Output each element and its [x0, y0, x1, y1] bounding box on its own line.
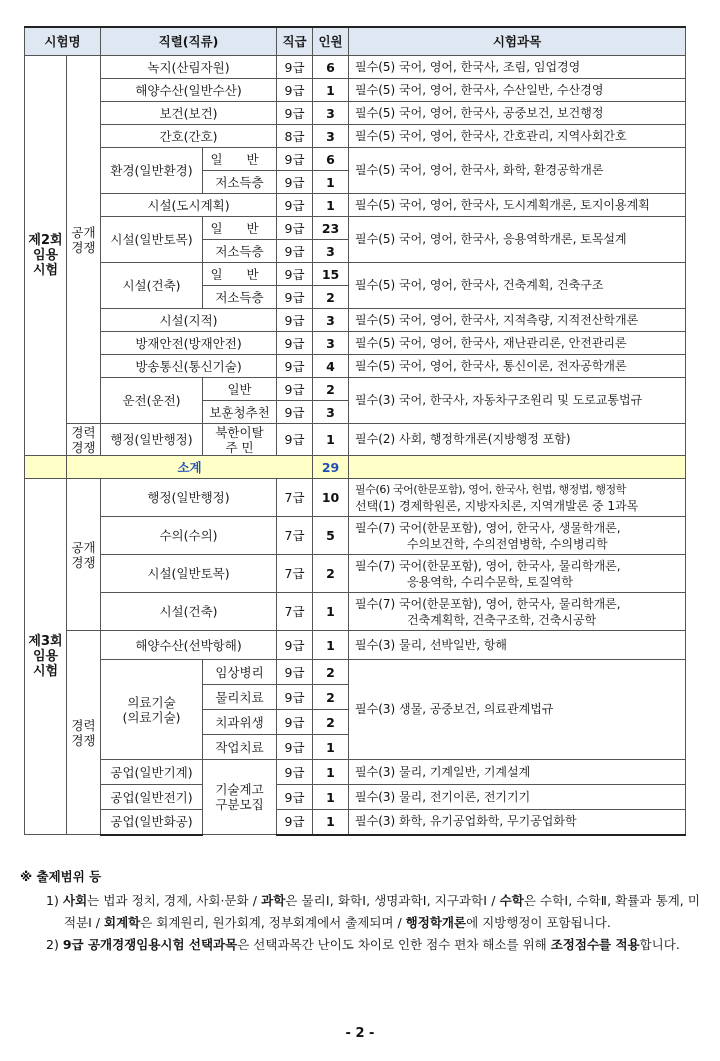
subjects-cell: 필수(5) 국어, 영어, 한국사, 도시계획개론, 토지이용계획: [349, 194, 686, 217]
count-cell: 1: [313, 735, 349, 760]
table-row: [25, 785, 686, 810]
exam2-name-line: 시험: [32, 263, 59, 278]
grade-cell: 9급: [277, 217, 313, 240]
subjects-line: 건축계획학, 건축구조학, 건축시공학: [407, 612, 597, 627]
subjects-cell: 필수(5) 국어, 영어, 한국사, 응용역학개론, 토목설계: [349, 217, 686, 263]
grade-cell: 9급: [277, 79, 313, 102]
job-cell: 시설(일반토목): [101, 217, 203, 263]
subjects-cell: 필수(5) 국어, 영어, 한국사, 재난관리론, 안전관리론: [349, 332, 686, 355]
job-cell: 환경(일반환경): [101, 148, 203, 194]
job-cell: 시설(지적): [101, 309, 277, 332]
count-cell: 1: [313, 424, 349, 456]
job-cell: [101, 660, 203, 760]
subjects-cell: 필수(3) 물리, 전기이론, 전기기기: [349, 785, 686, 810]
sub-category-cell: [203, 424, 277, 456]
sub-category-line: 북한이탈: [215, 424, 264, 440]
sub-category-line: 구분모집: [215, 797, 264, 812]
grade-cell: 7급: [277, 593, 313, 631]
job-cell: 시설(도시계획): [101, 194, 277, 217]
subjects-cell: 필수(5) 국어, 영어, 한국사, 공중보건, 보건행정: [349, 102, 686, 125]
table-row: [25, 631, 686, 660]
note-keyword: 회계학: [104, 915, 141, 930]
sub-category-line: 기술계고: [215, 782, 264, 797]
table-row: [25, 593, 686, 631]
subjects-cell: [349, 479, 686, 517]
table-row: [25, 148, 686, 171]
sub-category-cell: 저소득층: [203, 240, 277, 263]
note-text: 는 법과 정치, 경제, 사회·문화 /: [87, 893, 262, 908]
note-keyword: 조정점수를 적용: [550, 937, 640, 952]
exam2-career-category: [67, 424, 101, 456]
notes-heading: ※ 출제범위 등: [20, 869, 102, 884]
grade-cell: 9급: [277, 685, 313, 710]
job-cell: 시설(건축): [101, 593, 277, 631]
count-cell: 15: [313, 263, 349, 286]
count-cell: 10: [313, 479, 349, 517]
sub-category-cell: 일 반: [203, 263, 277, 286]
grade-cell: 8급: [277, 125, 313, 148]
grade-cell: 9급: [277, 735, 313, 760]
grade-cell: 9급: [277, 286, 313, 309]
subjects-cell: 필수(5) 국어, 영어, 한국사, 통신이론, 전자공학개론: [349, 355, 686, 378]
job-cell: 행정(일반행정): [101, 479, 277, 517]
job-cell: 간호(간호): [101, 125, 277, 148]
category-line: 경쟁: [71, 732, 96, 748]
count-cell: 2: [313, 685, 349, 710]
count-cell: 1: [313, 194, 349, 217]
subjects-cell: [349, 593, 686, 631]
sub-category-cell: 물리치료: [203, 685, 277, 710]
grade-cell: 7급: [277, 517, 313, 555]
category-line: 경쟁: [71, 439, 96, 455]
table-row: [25, 555, 686, 593]
subjects-line: 필수(7) 국어(한문포함), 영어, 한국사, 물리학개론,: [355, 558, 621, 573]
grade-cell: 9급: [277, 102, 313, 125]
count-cell: 4: [313, 355, 349, 378]
job-cell: 녹지(산림자원): [101, 56, 277, 79]
count-cell: 2: [313, 378, 349, 401]
count-cell: 1: [313, 79, 349, 102]
subjects-line: 필수(6) 국어(한문포함), 영어, 한국사, 헌법, 행정법, 행정학: [355, 482, 627, 496]
count-cell: 3: [313, 401, 349, 424]
grade-cell: 7급: [277, 555, 313, 593]
job-cell: 해양수산(선박항해): [101, 631, 277, 660]
note-number: 2): [46, 937, 59, 952]
note-text: 은 물리Ⅰ, 화학Ⅰ, 생명과학Ⅰ, 지구과학Ⅰ /: [285, 893, 500, 908]
category-line: 경쟁: [71, 239, 96, 255]
exam-schedule-table: [24, 26, 686, 836]
grade-cell: 9급: [277, 710, 313, 735]
table-row: [25, 660, 686, 685]
job-cell: 방송통신(통신기술): [101, 355, 277, 378]
subjects-cell: 필수(3) 생물, 공중보건, 의료관계법규: [349, 660, 686, 760]
table-row: [25, 79, 686, 102]
job-line: 의료기술: [127, 694, 176, 710]
note-text: 은 수학Ⅰ, 수학Ⅱ, 확률과 통계, 미적분Ⅰ /: [64, 893, 700, 930]
count-cell: 1: [313, 785, 349, 810]
sub-category-cell: 일 반: [203, 217, 277, 240]
subjects-cell: 필수(5) 국어, 영어, 한국사, 지적측량, 지적전산학개론: [349, 309, 686, 332]
count-cell: 5: [313, 517, 349, 555]
subjects-cell: 필수(3) 화학, 유기공업화학, 무기공업화학: [349, 810, 686, 835]
note-text: 합니다.: [639, 937, 680, 952]
table-row: [25, 760, 686, 785]
note-number: 1): [46, 893, 59, 908]
header-count: 인원: [313, 27, 349, 56]
table-row: [25, 378, 686, 401]
job-cell: 운전(운전): [101, 378, 203, 424]
count-cell: 1: [313, 810, 349, 835]
note-item-1: [20, 890, 700, 934]
category-line: 경력: [71, 717, 96, 733]
table-row: [25, 424, 686, 456]
note-keyword: 9급 공개경쟁임용시험 선택과목: [62, 937, 238, 952]
count-cell: 3: [313, 332, 349, 355]
header-subjects: 시험과목: [349, 27, 686, 56]
count-cell: 6: [313, 148, 349, 171]
exam3-open-category: [67, 479, 101, 631]
note-text: 에 지방행정이 포함됩니다.: [466, 915, 611, 930]
grade-cell: 9급: [277, 148, 313, 171]
job-cell: 방재안전(방재안전): [101, 332, 277, 355]
table-header-row: [25, 27, 686, 56]
table-row: [25, 194, 686, 217]
sub-category-cell: 임상병리: [203, 660, 277, 685]
job-cell: 수의(수의): [101, 517, 277, 555]
subjects-cell: 필수(5) 국어, 영어, 한국사, 건축계획, 건축구조: [349, 263, 686, 309]
grade-cell: 9급: [277, 378, 313, 401]
job-cell: 공업(일반기계): [101, 760, 203, 785]
sub-category-cell: 일 반: [203, 148, 277, 171]
count-cell: 3: [313, 240, 349, 263]
header-exam-name: 시험명: [25, 27, 101, 56]
exam2-name: [25, 56, 67, 456]
count-cell: 2: [313, 286, 349, 309]
subtotal-empty: [349, 456, 686, 479]
sub-category-cell: 저소득층: [203, 286, 277, 309]
grade-cell: 9급: [277, 401, 313, 424]
grade-cell: 9급: [277, 309, 313, 332]
grade-cell: 9급: [277, 810, 313, 835]
job-cell: 해양수산(일반수산): [101, 79, 277, 102]
subtotal-label: 소계: [67, 456, 313, 479]
subjects-cell: 필수(5) 국어, 영어, 한국사, 화학, 환경공학개론: [349, 148, 686, 194]
table-row: [25, 125, 686, 148]
count-cell: 2: [313, 555, 349, 593]
job-cell: 공업(일반전기): [101, 785, 203, 810]
exam3-name-line: 시험: [32, 664, 59, 679]
job-cell: 공업(일반화공): [101, 810, 203, 835]
table-row: [25, 217, 686, 240]
sub-category-line: 주 민: [225, 439, 254, 455]
header-grade: 직급: [277, 27, 313, 56]
category-line: 공개: [71, 224, 96, 240]
table-row: [25, 102, 686, 125]
count-cell: 3: [313, 309, 349, 332]
grade-cell: 9급: [277, 424, 313, 456]
grade-cell: 9급: [277, 263, 313, 286]
count-cell: 1: [313, 593, 349, 631]
exam2-name-line: 제2회: [28, 233, 63, 248]
subjects-cell: 필수(5) 국어, 영어, 한국사, 조림, 임업경영: [349, 56, 686, 79]
sub-category-cell: 치과위생: [203, 710, 277, 735]
count-cell: 23: [313, 217, 349, 240]
grade-cell: 9급: [277, 660, 313, 685]
note-keyword: 행정학개론: [405, 915, 467, 930]
subtotal-row: [25, 456, 686, 479]
exam3-career-category: [67, 631, 101, 835]
subtotal-spacer: [25, 456, 67, 479]
table-row: [25, 355, 686, 378]
exam-scope-notes: [20, 866, 700, 956]
note-text: 은 선택과목간 난이도 차이로 인한 점수 편차 해소를 위해: [237, 937, 551, 952]
exam3-name-line: 임용: [32, 649, 59, 664]
note-text: 은 회계원리, 원가회계, 정부회계에서 출제되며 /: [140, 915, 406, 930]
grade-cell: 9급: [277, 785, 313, 810]
subtotal-count: 29: [313, 456, 349, 479]
subjects-cell: 필수(5) 국어, 영어, 한국사, 간호관리, 지역사회간호: [349, 125, 686, 148]
note-keyword: 과학: [261, 893, 286, 908]
note-item-2: [20, 934, 700, 956]
table-row: [25, 309, 686, 332]
subjects-cell: [349, 555, 686, 593]
job-cell: 시설(건축): [101, 263, 203, 309]
grade-cell: 9급: [277, 332, 313, 355]
sub-category-cell: 보훈청추천: [203, 401, 277, 424]
job-cell: 보건(보건): [101, 102, 277, 125]
grade-cell: 9급: [277, 171, 313, 194]
count-cell: 3: [313, 102, 349, 125]
grade-cell: 9급: [277, 194, 313, 217]
sub-category-cell: [203, 760, 277, 835]
subjects-cell: 필수(3) 물리, 기계일반, 기계설계: [349, 760, 686, 785]
header-job-series: 직렬(직류): [101, 27, 277, 56]
count-cell: 1: [313, 631, 349, 660]
subjects-cell: 필수(5) 국어, 영어, 한국사, 수산일반, 수산경영: [349, 79, 686, 102]
subjects-line: 필수(7) 국어(한문포함), 영어, 한국사, 물리학개론,: [355, 596, 621, 611]
count-cell: 1: [313, 760, 349, 785]
table-row: [25, 810, 686, 835]
subjects-cell: 필수(3) 국어, 한국사, 자동차구조원리 및 도로교통법규: [349, 378, 686, 424]
count-cell: 6: [313, 56, 349, 79]
job-cell: 시설(일반토목): [101, 555, 277, 593]
exam2-name-line: 임용: [32, 248, 59, 263]
grade-cell: 7급: [277, 479, 313, 517]
table-row: [25, 517, 686, 555]
table-row: [25, 479, 686, 517]
note-keyword: 수학: [499, 893, 524, 908]
sub-category-cell: 일반: [203, 378, 277, 401]
subjects-line: 응용역학, 수리수문학, 토질역학: [407, 574, 573, 589]
exam2-open-category: [67, 56, 101, 424]
sub-category-cell: 작업치료: [203, 735, 277, 760]
grade-cell: 9급: [277, 760, 313, 785]
category-line: 경쟁: [71, 554, 96, 570]
exam3-name: [25, 479, 67, 835]
table-row: [25, 56, 686, 79]
count-cell: 2: [313, 710, 349, 735]
grade-cell: 9급: [277, 631, 313, 660]
grade-cell: 9급: [277, 56, 313, 79]
count-cell: 2: [313, 660, 349, 685]
subjects-line: 선택(1) 경제학원론, 지방자치론, 지역개발론 중 1과목: [355, 498, 639, 513]
grade-cell: 9급: [277, 240, 313, 263]
sub-category-cell: 저소득층: [203, 171, 277, 194]
count-cell: 1: [313, 171, 349, 194]
subjects-cell: [349, 517, 686, 555]
count-cell: 3: [313, 125, 349, 148]
note-keyword: 사회: [63, 893, 88, 908]
subjects-cell: 필수(3) 물리, 선박일반, 항해: [349, 631, 686, 660]
job-cell: 행정(일반행정): [101, 424, 203, 456]
page-number: - 2 -: [345, 1026, 375, 1041]
subjects-line: 수의보건학, 수의전염병학, 수의병리학: [407, 536, 608, 551]
table-row: [25, 263, 686, 286]
grade-cell: 9급: [277, 355, 313, 378]
category-line: 공개: [71, 539, 96, 555]
job-line: (의료기술): [122, 709, 181, 725]
subjects-cell: 필수(2) 사회, 행정학개론(지방행정 포함): [349, 424, 686, 456]
category-line: 경력: [71, 424, 96, 440]
exam3-name-line: 제3회: [28, 634, 63, 649]
table-row: [25, 332, 686, 355]
subjects-line: 필수(7) 국어(한문포함), 영어, 한국사, 생물학개론,: [355, 520, 621, 535]
